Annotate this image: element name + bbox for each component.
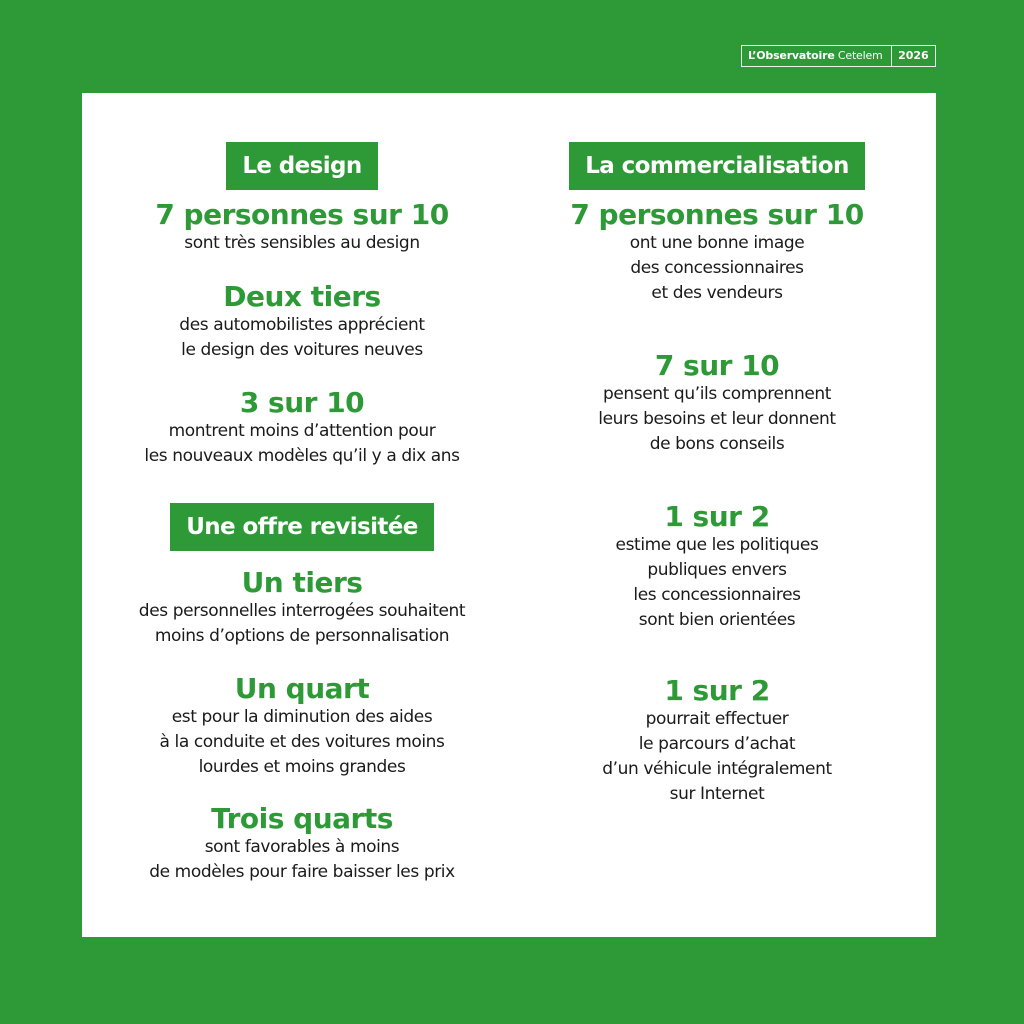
stat-line: est pour la diminution des aides: [171, 707, 433, 727]
stat-figure: Trois quarts: [211, 802, 393, 835]
stat-line: sont bien orientées: [638, 610, 796, 630]
stat-line: sur Internet: [669, 784, 765, 804]
stat-line: des automobilistes apprécient: [179, 315, 425, 335]
stat-line: sont très sensibles au design: [184, 233, 420, 253]
stat-description: [102, 835, 502, 885]
brand-name-regular: Cetelem: [837, 49, 883, 62]
stat-line: le design des voitures neuves: [181, 340, 423, 360]
stat-offre-3: [102, 803, 502, 885]
stat-line: d’un véhicule intégralement: [602, 759, 832, 779]
stat-offre-2: [122, 673, 482, 780]
section-commercialisation: [537, 142, 897, 190]
stat-commercialisation-2: [537, 350, 897, 457]
stat-description: [537, 707, 897, 807]
stat-description: [122, 313, 482, 363]
section-design: [122, 142, 482, 190]
stat-figure: Un tiers: [241, 566, 363, 599]
stat-line: ont une bonne image: [629, 233, 805, 253]
stat-commercialisation-4: [537, 675, 897, 807]
stat-figure: Un quart: [234, 672, 370, 705]
section-offre: [122, 503, 482, 551]
stat-line: pensent qu’ils comprennent: [602, 384, 832, 404]
stat-line: des personnelles interrogées souhaitent: [138, 601, 466, 621]
stat-line: moins d’options de personnalisation: [154, 626, 450, 646]
stat-description: [102, 419, 502, 469]
stat-figure: 7 personnes sur 10: [155, 198, 449, 231]
stat-line: leurs besoins et leur donnent: [598, 409, 836, 429]
stat-figure: 3 sur 10: [239, 386, 365, 419]
stat-design-3: [102, 387, 502, 469]
stat-line: lourdes et moins grandes: [198, 757, 406, 777]
stat-line: les nouveaux modèles qu’il y a dix ans: [144, 446, 460, 466]
stat-line: montrent moins d’attention pour: [168, 421, 436, 441]
stat-line: estime que les politiques: [615, 535, 819, 555]
section-header-commercialisation: La commercialisation: [569, 142, 865, 190]
stat-description: [537, 382, 897, 457]
stat-line: de modèles pour faire baisser les prix: [149, 862, 455, 882]
stat-description: [122, 705, 482, 780]
section-header-design: Le design: [226, 142, 377, 190]
brand-name: [742, 46, 891, 66]
stat-design-1: [122, 199, 482, 256]
stat-figure: 1 sur 2: [664, 674, 770, 707]
content-panel: [82, 93, 936, 937]
stat-description: [102, 599, 502, 649]
stat-line: des concessionnaires: [630, 258, 804, 278]
stat-design-2: [122, 281, 482, 363]
stat-line: de bons conseils: [649, 434, 785, 454]
stat-figure: 7 personnes sur 10: [570, 198, 864, 231]
section-header-offre: Une offre revisitée: [170, 503, 434, 551]
stat-commercialisation-3: [537, 501, 897, 633]
stat-description: [537, 533, 897, 633]
stat-description: [517, 231, 917, 306]
stat-line: les concessionnaires: [633, 585, 801, 605]
stat-line: sont favorables à moins: [204, 837, 400, 857]
stat-figure: 7 sur 10: [654, 349, 780, 382]
stat-line: à la conduite et des voitures moins: [159, 732, 445, 752]
stat-line: le parcours d’achat: [638, 734, 796, 754]
brand-badge: [741, 45, 936, 67]
stat-line: et des vendeurs: [651, 283, 783, 303]
brand-year: 2026: [898, 49, 929, 62]
stat-line: publiques envers: [647, 560, 787, 580]
stat-figure: 1 sur 2: [664, 500, 770, 533]
stat-description: [122, 231, 482, 256]
stat-offre-1: [102, 567, 502, 649]
brand-name-bold: L’Observatoire: [748, 49, 835, 62]
stat-figure: Deux tiers: [223, 280, 381, 313]
stat-line: pourrait effectuer: [645, 709, 789, 729]
stat-commercialisation-1: [517, 199, 917, 306]
